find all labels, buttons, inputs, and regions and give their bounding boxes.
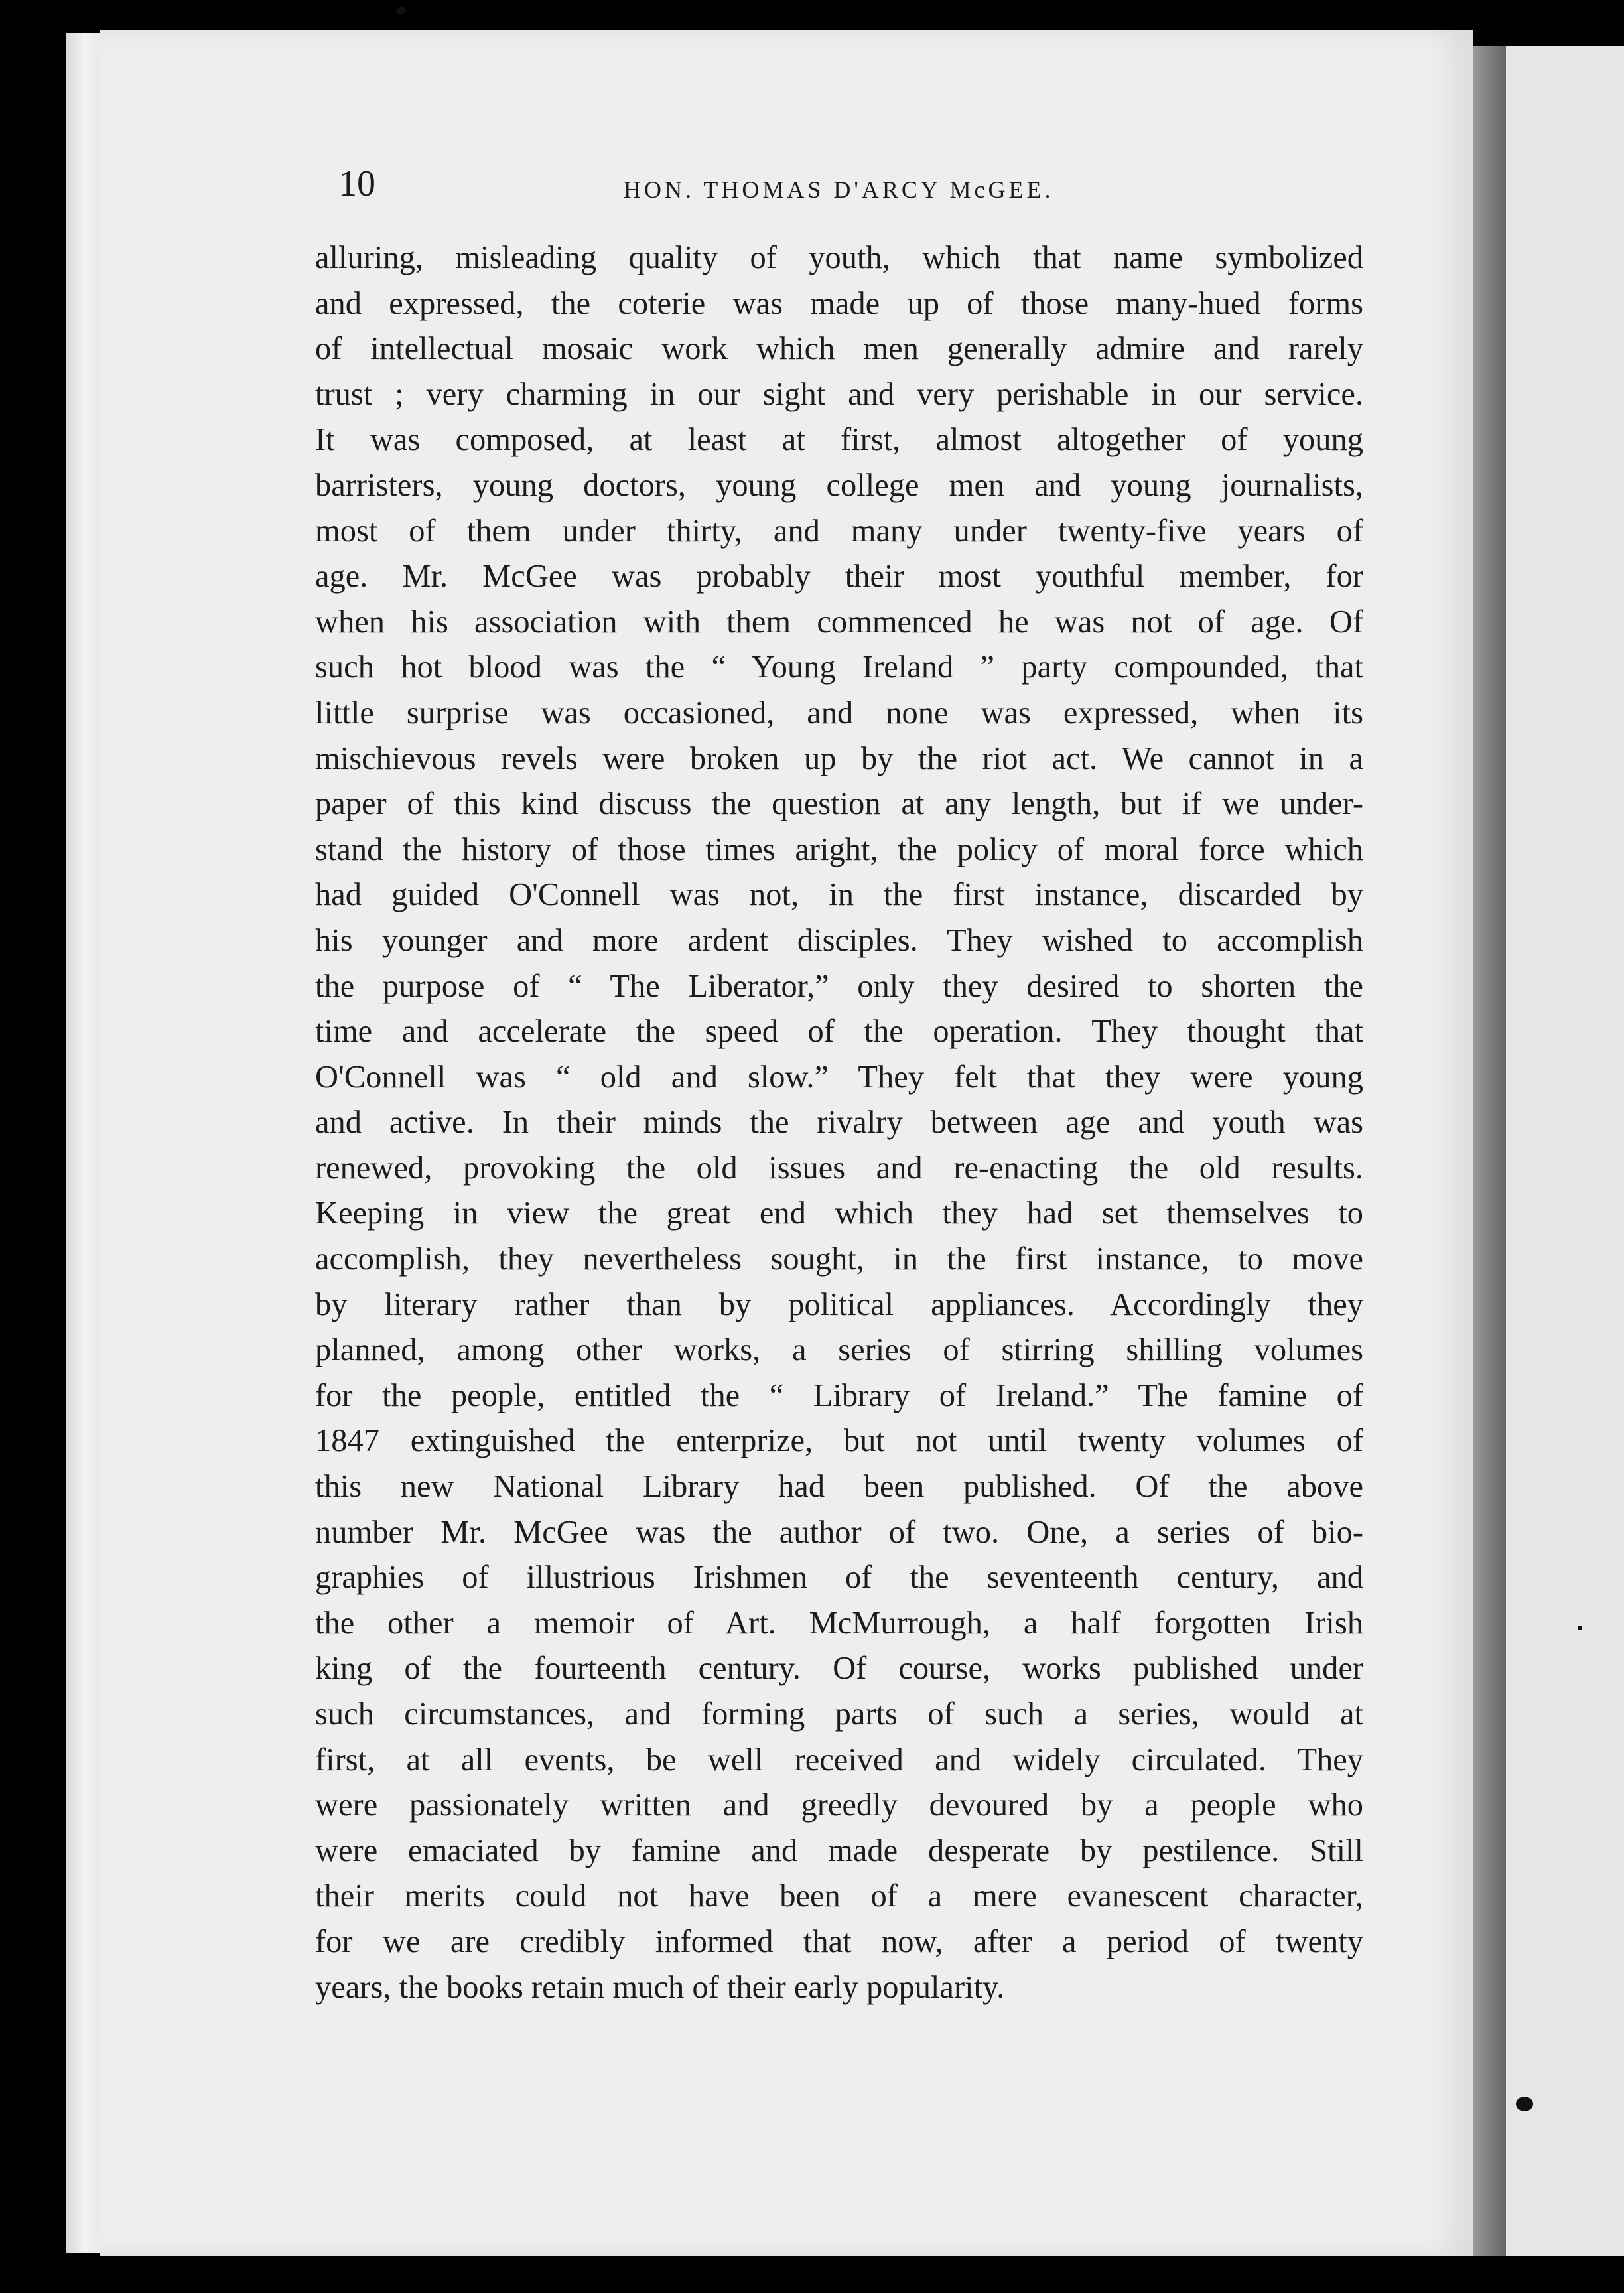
adjacent-page-edge (1506, 46, 1624, 2256)
text-line: the purpose of “ The Liberator,” only they desired to shorten the (315, 968, 1363, 1004)
text-line: for the people, entitled the “ Library of Ireland.” The famine of (315, 1377, 1363, 1413)
text-line: such circumstances, and forming parts of such a series, would at (315, 1697, 1363, 1732)
page-gutter-shadow (1473, 46, 1506, 2256)
text-line: the other a memoir of Art. McMurrough, a half forgotten Irish (315, 1605, 1363, 1641)
text-line: for we are credibly informed that now, after a period of twenty (315, 1923, 1363, 1959)
text-line: trust ; very charming in our sight and very perishable in our service. (315, 376, 1363, 412)
text-line: when his association with them commenced he was not of age. Of (315, 604, 1363, 640)
text-line: accomplish, they nevertheless sought, in the first instance, to move (315, 1241, 1363, 1277)
text-line: by literary rather than by political appliances. Accordingly they (315, 1286, 1363, 1322)
text-line: of intellectual mosaic work which men generally admire and rarely (315, 331, 1363, 367)
text-line: number Mr. McGee was the author of two. One, a series of bio- (315, 1514, 1363, 1550)
dust-speck (1516, 2097, 1533, 2111)
text-line: such hot blood was the “ Young Ireland ” party compounded, that (315, 650, 1363, 685)
text-line: graphies of illustrious Irishmen of the seventeenth century, and (315, 1560, 1363, 1596)
page-number: 10 (338, 163, 375, 204)
text-line: It was composed, at least at first, almost altogether of young (315, 422, 1363, 458)
text-line: mischievous revels were broken up by the riot act. We cannot in a (315, 740, 1363, 776)
running-head: HON. THOMAS D'ARCY McGEE. (624, 176, 1054, 203)
dust-speck (397, 7, 406, 15)
text-line: planned, among other works, a series of stirring shilling volumes (315, 1332, 1363, 1368)
text-line: were emaciated by famine and made desperate by pestilence. Still (315, 1833, 1363, 1868)
text-line: renewed, provoking the old issues and re-enacting the old results. (315, 1150, 1363, 1186)
text-line: 1847 extinguished the enterprize, but not until twenty volumes of (315, 1423, 1363, 1459)
text-line: little surprise was occasioned, and none was expressed, when its (315, 695, 1363, 730)
text-line: first, at all events, be well received and widely circulated. They (315, 1742, 1363, 1777)
text-line: age. Mr. McGee was probably their most youthful member, for (315, 559, 1363, 594)
text-line: and expressed, the coterie was made up of those many-hued forms (315, 285, 1363, 321)
text-line: time and accelerate the speed of the operation. They thought that (315, 1014, 1363, 1050)
text-line: and active. In their minds the rivalry between age and youth was (315, 1105, 1363, 1141)
text-line: their merits could not have been of a mere evanescent character, (315, 1878, 1363, 1914)
text-line: his younger and more ardent disciples. They wished to accomplish (315, 922, 1363, 958)
text-line: had guided O'Connell was not, in the first instance, discarded by (315, 877, 1363, 913)
text-line: stand the history of those times aright, the policy of moral force which (315, 831, 1363, 867)
dust-speck (1578, 1626, 1582, 1630)
text-line: O'Connell was “ old and slow.” They felt that they were young (315, 1059, 1363, 1095)
text-line: this new National Library had been published. Of the above (315, 1469, 1363, 1505)
text-line: king of the fourteenth century. Of course, works published under (315, 1651, 1363, 1687)
page-header (232, 163, 1294, 216)
body-text (315, 236, 1363, 2010)
text-line: barristers, young doctors, young college men and young journalists, (315, 467, 1363, 503)
text-line: years, the books retain much of their early popularity. (315, 1969, 1005, 2005)
text-line: most of them under thirty, and many under twenty-five years of (315, 513, 1363, 549)
text-line: Keeping in view the great end which they had set themselves to (315, 1196, 1363, 1231)
text-line: paper of this kind discuss the question at any length, but if we under- (315, 786, 1363, 822)
text-line: alluring, misleading quality of youth, which that name symbolized (315, 240, 1363, 275)
text-line: were passionately written and greedly devoured by a people who (315, 1787, 1363, 1823)
